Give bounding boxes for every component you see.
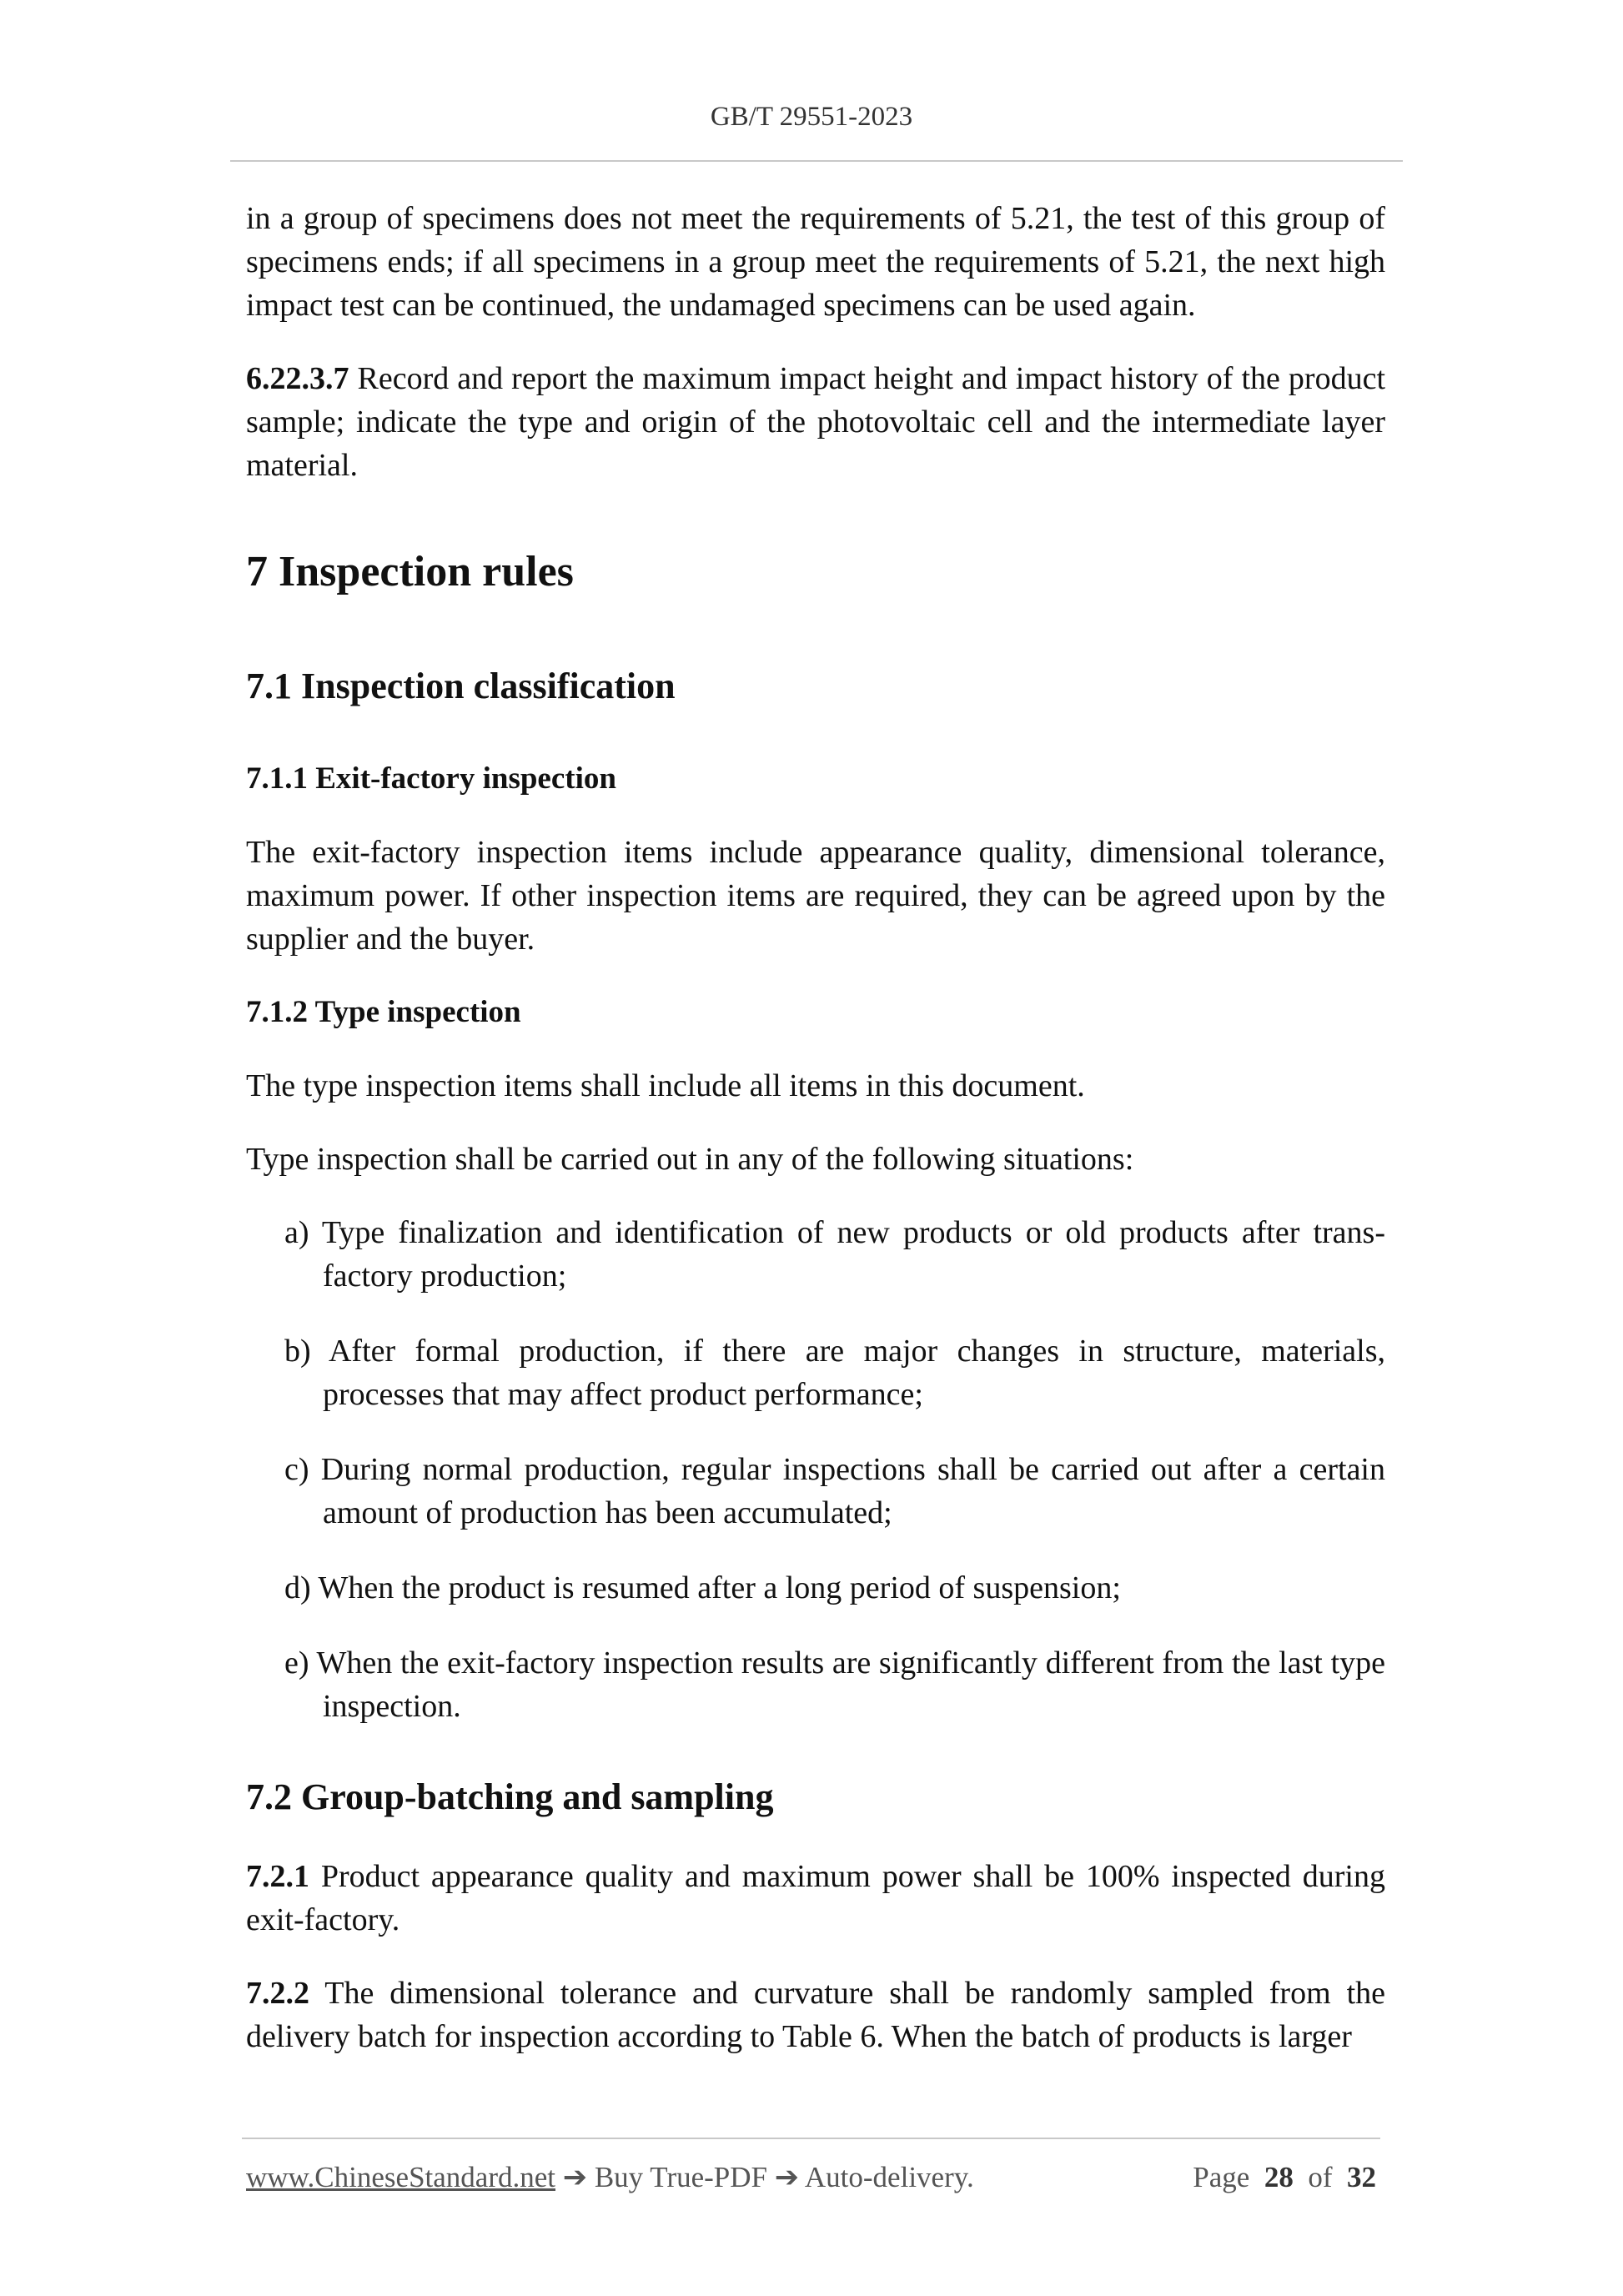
of-label: of	[1308, 2161, 1333, 2193]
clause-text: Record and report the maximum impact height and impact history of the product sample; indicate the type and origin of the photovoltaic cell and the intermediate layer material.	[246, 361, 1386, 483]
footer-promo	[246, 2158, 974, 2197]
page-label: Page	[1193, 2161, 1250, 2193]
page-header: GB/T 29551-2023	[710, 102, 913, 132]
clause-number: 7.2.2	[246, 1976, 309, 2011]
arrow-icon: ➔	[562, 2161, 588, 2193]
total-pages: 32	[1347, 2161, 1376, 2193]
list-item: a) Type finalization and identification of new products or old products after trans-factory production;	[284, 1215, 1385, 1294]
section-7-heading: 7 Inspection rules	[246, 548, 574, 595]
list-item: b) After formal production, if there are major changes in structure, materials, processes that may affect product performance;	[284, 1334, 1385, 1412]
clause-number: 7.2.1	[246, 1859, 309, 1894]
section-7-1-2-text1: The type inspection items shall include all items in this document.	[246, 1068, 1085, 1103]
clause-6-22-3-7	[246, 357, 1385, 487]
list-item: d) When the product is resumed after a long period of suspension;	[284, 1570, 1121, 1605]
section-7-1-1-heading: 7.1.1 Exit-factory inspection	[246, 761, 616, 796]
situations-list	[246, 1211, 1385, 1728]
site-link[interactable]: www.ChineseStandard.net	[246, 2161, 555, 2193]
section-7-1-1-text: The exit-factory inspection items include appearance quality, dimensional tolerance, maximum power. If other inspection items are required, they can be agreed upon by the supplier and the buyer.	[246, 835, 1385, 957]
section-7-1-2-heading: 7.1.2 Type inspection	[246, 995, 521, 1029]
buy-text: Buy True-PDF	[594, 2161, 767, 2193]
section-7-2-heading: 7.2 Group-batching and sampling	[246, 1776, 774, 1817]
clause-7-2-2	[246, 1972, 1385, 2058]
list-item: e) When the exit-factory inspection results are significantly different from the last type inspection.	[284, 1645, 1385, 1724]
section-7-1-2-text2: Type inspection shall be carried out in any of the following situations:	[246, 1142, 1134, 1177]
clause-text: Product appearance quality and maximum power shall be 100% inspected during exit-factory.	[246, 1859, 1385, 1937]
auto-delivery-text: Auto-delivery.	[804, 2161, 974, 2193]
clause-7-2-1	[246, 1855, 1385, 1942]
arrow-icon: ➔	[774, 2161, 800, 2193]
page-number: 28	[1264, 2161, 1294, 2193]
page-counter	[1193, 2158, 1376, 2197]
footer-divider	[242, 2138, 1380, 2139]
continuation-paragraph: in a group of specimens does not meet the requirements of 5.21, the test of this group of specimens ends; if all specimens in a group meet the requirements of 5.21, the next high impact test can be continued, the undamaged specimens can be used again.	[246, 201, 1385, 323]
list-item: c) During normal production, regular inspections shall be carried out after a certain amount of production has been accumulated;	[284, 1452, 1385, 1530]
clause-text: The dimensional tolerance and curvature shall be randomly sampled from the delivery batch for inspection according to Table 6. When the batch of products is larger	[246, 1976, 1385, 2054]
page-body	[246, 197, 1385, 2058]
section-7-1-heading: 7.1 Inspection classification	[246, 666, 676, 706]
clause-number: 6.22.3.7	[246, 361, 349, 396]
header-divider	[230, 160, 1403, 162]
